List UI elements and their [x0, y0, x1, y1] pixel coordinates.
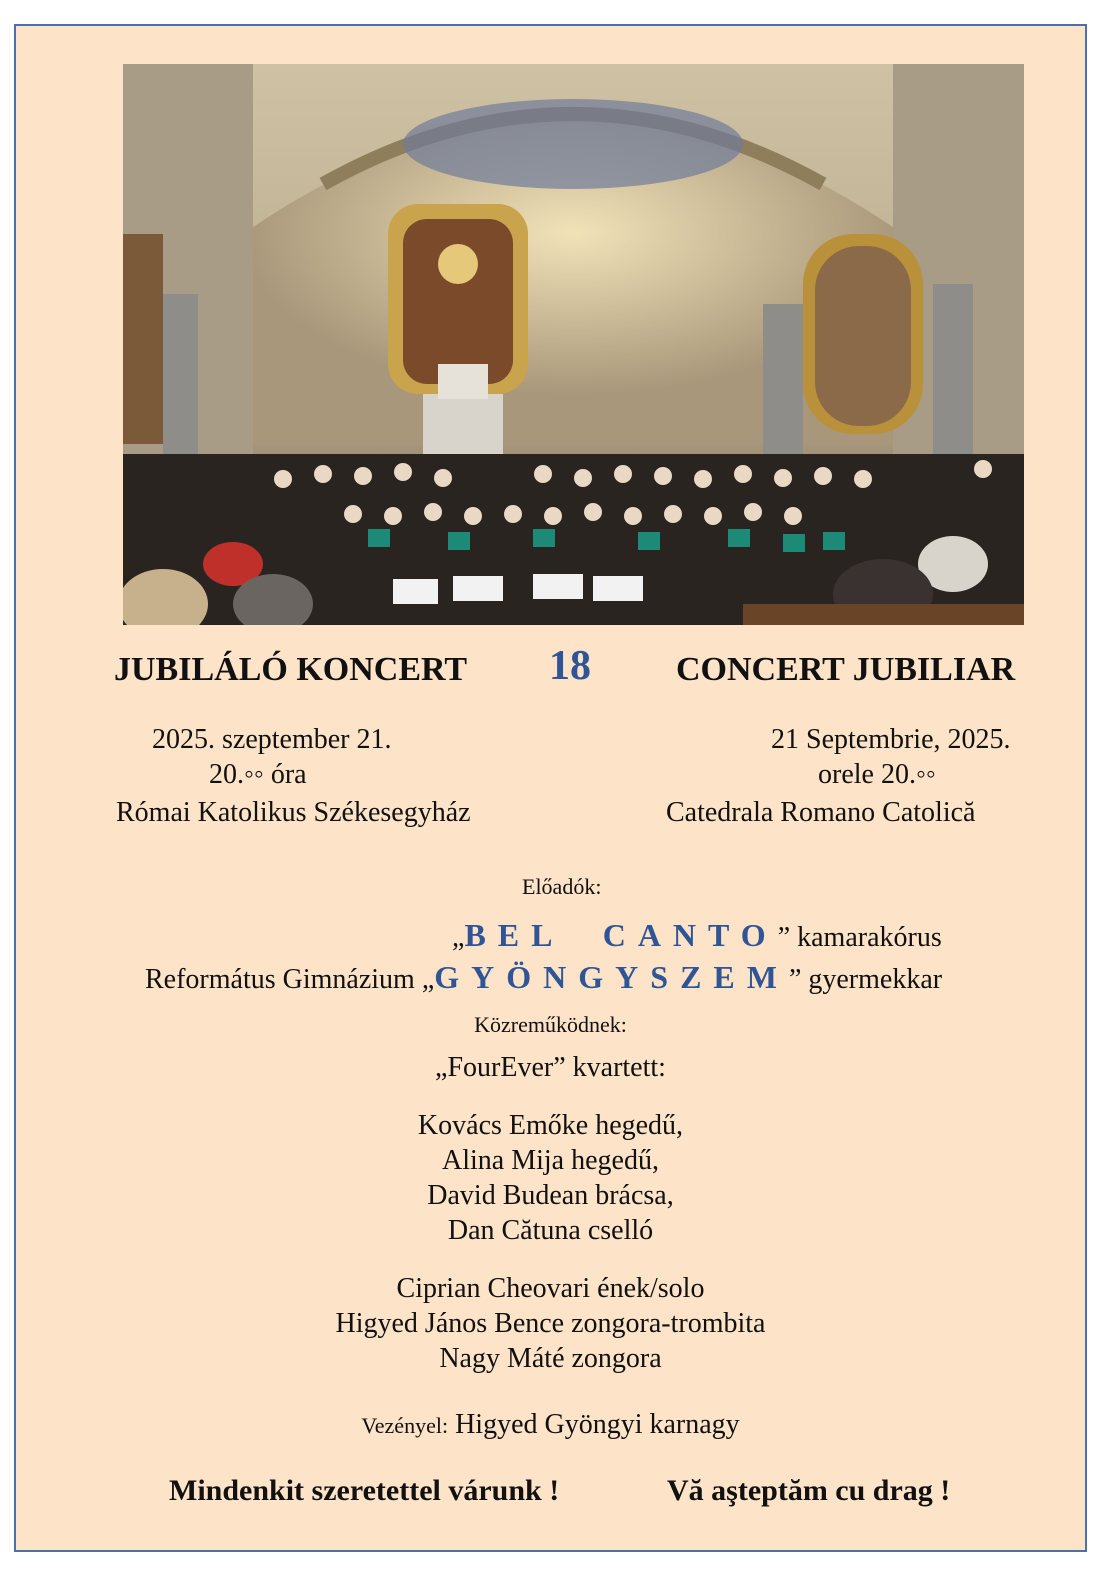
closing-hu: Mindenkit szeretettel várunk ! — [169, 1474, 560, 1507]
soloist: Ciprian Cheovari ének/solo — [396, 1273, 705, 1304]
date-ro: 21 Septembrie, 2025. — [771, 724, 1011, 755]
choir2-prefix: Református Gimnázium „ — [145, 964, 435, 995]
cathedral-choir-photo — [123, 64, 1024, 625]
time-ro: orele 20.◦◦ — [818, 759, 936, 790]
choir-bel-canto — [452, 917, 942, 954]
performers-label: Előadók: — [522, 874, 602, 899]
choir1-name: BEL CANTO — [464, 917, 778, 953]
choir2-suffix: ” gyermekkar — [788, 964, 943, 995]
poster — [14, 24, 1087, 1552]
soloist: Nagy Máté zongora — [439, 1343, 662, 1374]
title-ro: CONCERT JUBILIAR — [676, 651, 1016, 688]
jubilee-number: 18 — [549, 643, 591, 689]
date-hu: 2025. szeptember 21. — [152, 724, 392, 755]
quartet-member: Alina Mija hegedű, — [442, 1145, 659, 1176]
closing-ro: Vă aşteptăm cu drag ! — [667, 1474, 951, 1507]
choir-gyongyszem — [145, 959, 942, 996]
place-ro: Catedrala Romano Catolică — [666, 797, 976, 828]
time-hu: 20.◦◦ óra — [209, 759, 307, 790]
conductor-name: Higyed Gyöngyi karnagy — [448, 1409, 740, 1440]
choir2-name: GYÖNGYSZEM — [434, 959, 789, 995]
conductor-line — [16, 1409, 1085, 1441]
conductor-label: Vezényel: — [361, 1413, 449, 1438]
contributors-label: Közreműködnek: — [474, 1012, 627, 1037]
quartet-member: Kovács Emőke hegedű, — [417, 1110, 684, 1141]
church-interior-illustration — [123, 64, 1024, 625]
quartet-name: „FourEver” kvartett: — [435, 1052, 666, 1083]
quartet-member: Dan Cătuna cselló — [447, 1215, 654, 1246]
title-hu: JUBILÁLÓ KONCERT — [114, 651, 468, 688]
choir1-suffix: ” kamarakórus — [777, 922, 942, 953]
soloist: Higyed János Bence zongora-trombita — [335, 1308, 766, 1339]
choir1-open-quote: „ — [452, 922, 465, 953]
quartet-member: David Budean brácsa, — [427, 1180, 674, 1211]
place-hu: Római Katolikus Székesegyház — [116, 797, 471, 828]
